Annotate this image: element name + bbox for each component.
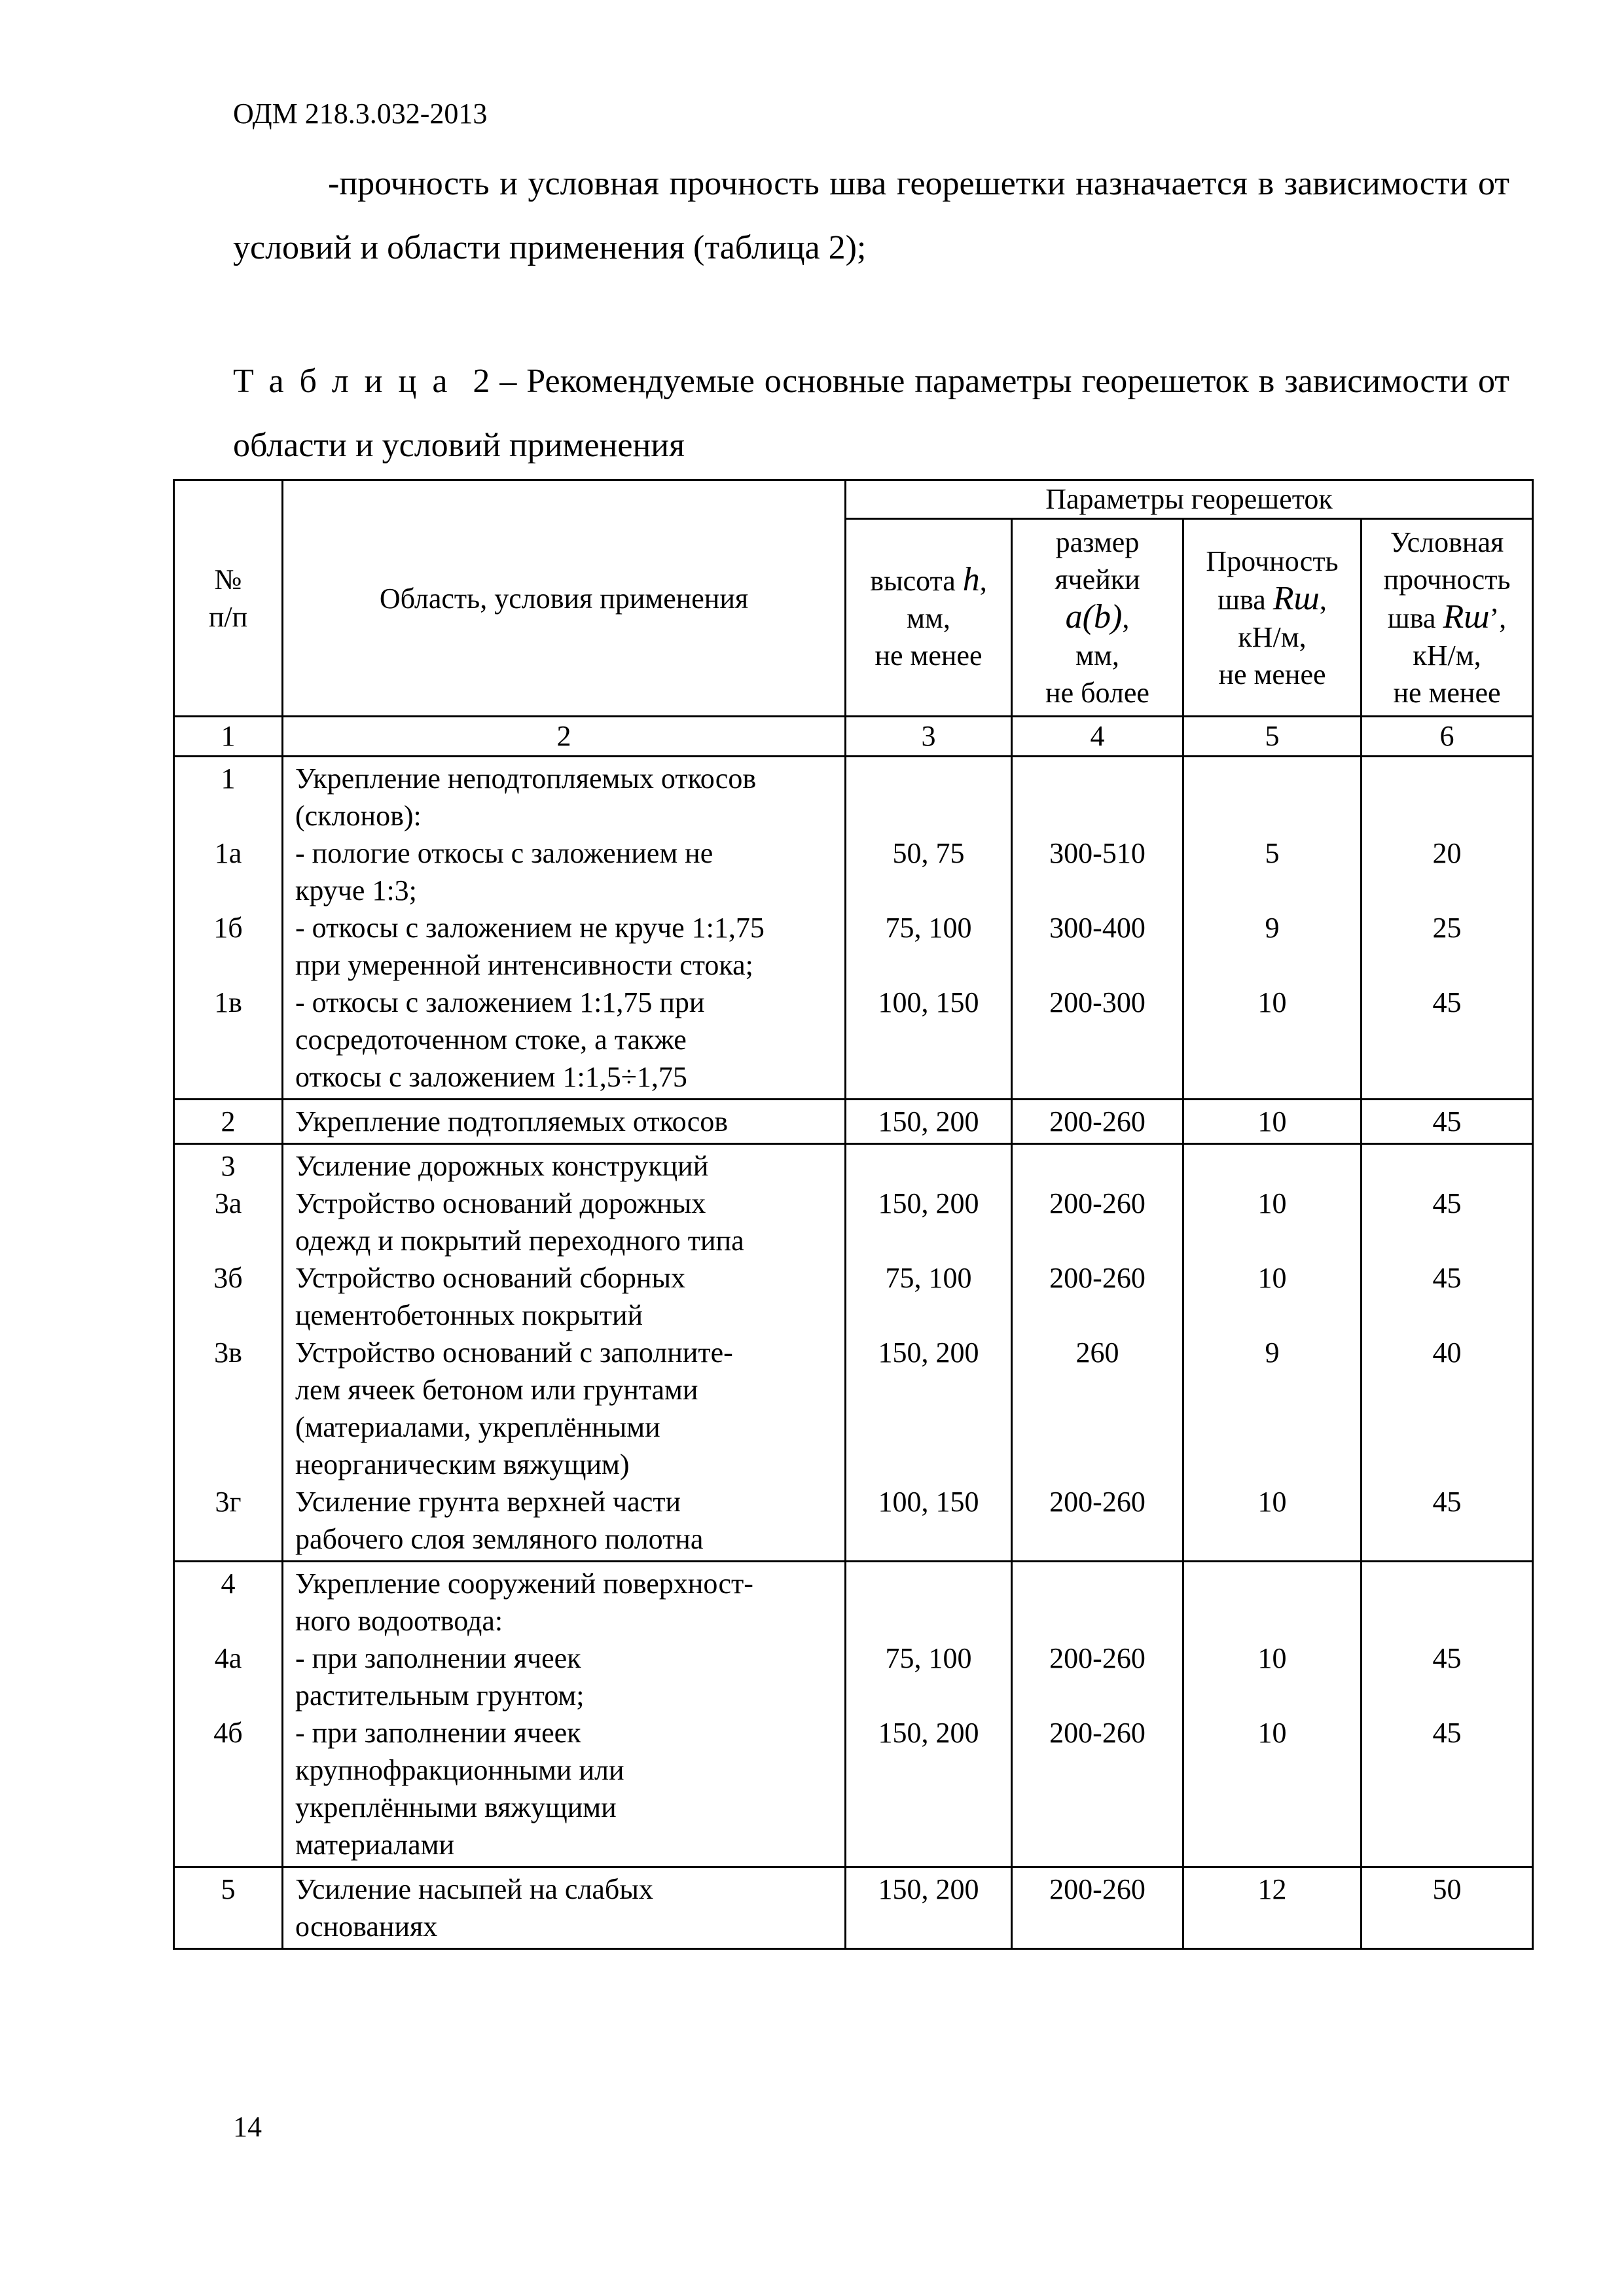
row-number: [179, 1058, 278, 1096]
cond-strength-value: [1366, 1677, 1528, 1714]
application-area: основаниях: [295, 1910, 438, 1943]
height-value: 150, 200: [878, 1187, 979, 1219]
row-number-cell: [174, 1867, 283, 1949]
table-row: [174, 1867, 1533, 1949]
row-number: 3а: [214, 1187, 242, 1219]
header-cell-size-line: ячейки: [1055, 564, 1140, 596]
header-cell-size-line: не более: [1045, 677, 1149, 709]
header-strength-pre: шва: [1218, 583, 1266, 616]
cell-size-value: [1017, 872, 1178, 909]
height-value: 75, 100: [885, 912, 972, 944]
strength-value: [1188, 797, 1356, 834]
cell-size-value: [1017, 1789, 1178, 1826]
strength-value: 5: [1265, 837, 1280, 869]
strength-value-cell: [1183, 1100, 1362, 1144]
application-area: лем ячеек бетоном или грунтами: [295, 1374, 698, 1406]
application-area: неорганическим вяжущим): [295, 1448, 630, 1480]
header-cell-size-line: размер: [1055, 526, 1140, 558]
row-number: 1б: [213, 912, 243, 944]
height-value: [850, 1789, 1007, 1826]
strength-value: [1188, 1021, 1356, 1058]
cond-strength-value-cell: [1362, 1144, 1533, 1562]
row-number: 4: [221, 1568, 236, 1600]
height-value: 75, 100: [885, 1262, 972, 1294]
cond-strength-value: [1366, 1408, 1528, 1446]
cell-size-value: 300-400: [1049, 912, 1146, 944]
strength-value: [1188, 1826, 1356, 1863]
row-number: 3б: [213, 1262, 243, 1294]
table-caption-label: Таблица: [233, 363, 463, 400]
cell-size-value-cell: [1012, 757, 1183, 1100]
table-row: [174, 1144, 1533, 1562]
header-cond-strength-post: ’,: [1489, 602, 1507, 634]
strength-value: [1188, 946, 1356, 984]
row-number: 4б: [213, 1717, 243, 1749]
cond-strength-value: 50: [1432, 1873, 1462, 1905]
header-height-pre: высота: [870, 565, 956, 597]
cell-size-value: [1017, 1371, 1178, 1408]
application-area: Укрепление неподтопляемых откосов: [295, 762, 757, 795]
header-num-line: п/п: [208, 601, 248, 633]
cond-strength-value: [1366, 1908, 1528, 1945]
cell-size-value: [1017, 1408, 1178, 1446]
cell-size-value: [1017, 1826, 1178, 1863]
table-caption-text: 2 – Рекомендуемые основные параметры георешеток в зависимости от области и условий применения: [233, 363, 1510, 464]
header-num: [174, 480, 283, 717]
strength-value: [1188, 1408, 1356, 1446]
height-value: [850, 1751, 1007, 1789]
strength-value-cell: [1183, 1144, 1362, 1562]
row-number: [179, 1297, 278, 1334]
cond-strength-value: [1366, 1602, 1528, 1640]
strength-value-cell: [1183, 1867, 1362, 1949]
application-area-cell: [283, 1144, 846, 1562]
cell-size-value: [1017, 1677, 1178, 1714]
row-number: 1а: [214, 837, 242, 869]
strength-value: 10: [1257, 1105, 1287, 1138]
strength-value: 10: [1257, 1642, 1287, 1674]
application-area: круче 1:3;: [295, 874, 417, 906]
column-number: 6: [1362, 717, 1533, 757]
row-number: 4а: [214, 1642, 242, 1674]
cell-size-value: 300-510: [1049, 837, 1146, 869]
header-strength: [1183, 519, 1362, 717]
strength-value: 9: [1265, 912, 1280, 944]
column-numbers-row: [174, 717, 1533, 757]
row-number: 3в: [214, 1336, 242, 1369]
cond-strength-value-cell: [1362, 1100, 1533, 1144]
strength-value: [1188, 1908, 1356, 1945]
cond-strength-value: 45: [1432, 1262, 1462, 1294]
strength-value: 10: [1257, 1486, 1287, 1518]
cond-strength-value: [1366, 1826, 1528, 1863]
strength-value: 10: [1257, 1262, 1287, 1294]
cell-size-value: [1017, 1222, 1178, 1259]
row-number: [179, 1677, 278, 1714]
height-value-cell: [846, 1867, 1012, 1949]
header-cond-strength-line: Условная: [1390, 526, 1504, 558]
cell-size-value-cell: [1012, 1562, 1183, 1867]
header-cell-size-post: ,: [1122, 602, 1130, 634]
application-area: - откосы с заложением 1:1,75 при: [295, 986, 705, 1018]
cell-size-value: [1017, 1297, 1178, 1334]
cond-strength-value: 45: [1432, 1105, 1462, 1138]
application-area: - при заполнении ячеек: [295, 1717, 581, 1749]
cond-strength-value: 45: [1432, 1187, 1462, 1219]
cell-size-value: [1017, 1446, 1178, 1483]
strength-symbol: Rш: [1272, 579, 1320, 617]
cond-strength-value: [1366, 1789, 1528, 1826]
height-value: [850, 797, 1007, 834]
header-height-line: мм,: [907, 602, 950, 634]
row-number: [179, 1520, 278, 1558]
cell-size-value-cell: [1012, 1144, 1183, 1562]
cell-size-value: 260: [1075, 1336, 1119, 1369]
header-cond-strength-line: кН/м,: [1413, 639, 1481, 672]
cell-size-value: 200-260: [1049, 1105, 1146, 1138]
application-area-cell: [283, 757, 846, 1100]
header-strength-line: Прочность: [1206, 545, 1339, 577]
cell-size-value-cell: [1012, 1100, 1183, 1144]
intro-paragraph: -прочность и условная прочность шва георешетки назначается в зависимости от условий и области применения (таблица 2);: [233, 165, 1509, 266]
cond-strength-symbol: Rш: [1443, 598, 1490, 636]
strength-value: [1188, 1297, 1356, 1334]
cond-strength-value: 45: [1432, 1642, 1462, 1674]
strength-value: 10: [1257, 1717, 1287, 1749]
cond-strength-value-cell: [1362, 1562, 1533, 1867]
row-number: [179, 797, 278, 834]
application-area: откосы с заложением 1:1,5÷1,75: [295, 1061, 687, 1093]
cond-strength-value: [1366, 1751, 1528, 1789]
row-number: [179, 1602, 278, 1640]
strength-value: [1188, 1222, 1356, 1259]
strength-value: [1188, 872, 1356, 909]
cell-size-value: [1017, 1147, 1178, 1185]
row-number-cell: [174, 1144, 283, 1562]
row-number: [179, 1908, 278, 1945]
header-cond-strength-line: не менее: [1393, 677, 1501, 709]
column-number: 5: [1183, 717, 1362, 757]
row-number: [179, 1222, 278, 1259]
cond-strength-value: 40: [1432, 1336, 1462, 1369]
cond-strength-value: 45: [1432, 986, 1462, 1018]
cell-size-value: [1017, 1908, 1178, 1945]
header-cell-size: [1012, 519, 1183, 717]
cell-size-value: [1017, 797, 1178, 834]
height-value-cell: [846, 1562, 1012, 1867]
height-value: [850, 1371, 1007, 1408]
height-value: 100, 150: [878, 986, 979, 1018]
height-value: 150, 200: [878, 1105, 979, 1138]
application-area: Усиление дорожных конструкций: [295, 1150, 709, 1182]
strength-value: [1188, 1789, 1356, 1826]
column-number: 2: [283, 717, 846, 757]
header-cond-strength-line: [1365, 598, 1529, 637]
strength-value: 12: [1257, 1873, 1287, 1905]
height-value: [850, 1147, 1007, 1185]
application-area: (склонов):: [295, 800, 422, 832]
header-strength-line: не менее: [1218, 658, 1326, 691]
application-area: одежд и покрытий переходного типа: [295, 1225, 744, 1257]
header-cond-strength: [1362, 519, 1533, 717]
height-value-cell: [846, 757, 1012, 1100]
cell-size-value: [1017, 1520, 1178, 1558]
height-value: [850, 1677, 1007, 1714]
cond-strength-value: [1366, 1147, 1528, 1185]
height-value: [850, 1408, 1007, 1446]
row-number: [179, 1751, 278, 1789]
application-area: материалами: [295, 1829, 455, 1861]
table-caption: [233, 350, 1509, 478]
cond-strength-value: [1366, 1565, 1528, 1602]
application-area: рабочего слоя земляного полотна: [295, 1523, 704, 1555]
strength-value-cell: [1183, 757, 1362, 1100]
height-value: [850, 946, 1007, 984]
application-area: (материалами, укреплёнными: [295, 1411, 660, 1443]
height-value: [850, 1222, 1007, 1259]
height-value: [850, 760, 1007, 797]
cell-size-value: [1017, 1602, 1178, 1640]
height-value: [850, 1908, 1007, 1945]
cell-size-value: [1017, 1565, 1178, 1602]
row-number: [179, 1021, 278, 1058]
header-cell-size-line: мм,: [1075, 639, 1119, 672]
cell-size-value: [1017, 760, 1178, 797]
cond-strength-value: [1366, 872, 1528, 909]
row-number: 2: [221, 1105, 236, 1138]
cell-size-value: [1017, 946, 1178, 984]
application-area: сосредоточенном стоке, а также: [295, 1024, 687, 1056]
row-number: [179, 1408, 278, 1446]
header-height-post: ,: [979, 565, 987, 597]
strength-value: 10: [1257, 1187, 1287, 1219]
height-value: [850, 1297, 1007, 1334]
header-num-line: №: [214, 564, 242, 596]
table-row: [174, 757, 1533, 1100]
row-number: 1: [221, 762, 236, 795]
cond-strength-value: 25: [1432, 912, 1462, 944]
cell-size-value: [1017, 1021, 1178, 1058]
application-area: цементобетонных покрытий: [295, 1299, 643, 1331]
row-number: 1в: [214, 986, 242, 1018]
row-number: 3: [221, 1150, 236, 1182]
application-area: при умеренной интенсивности стока;: [295, 949, 753, 981]
table-body: [174, 757, 1533, 1949]
page-number: 14: [233, 2111, 262, 2143]
application-area-cell: [283, 1100, 846, 1144]
cell-size-value: 200-260: [1049, 1717, 1146, 1749]
cond-strength-value: [1366, 1446, 1528, 1483]
height-value: [850, 1058, 1007, 1096]
header-strength-line: [1187, 580, 1358, 619]
cond-strength-value: [1366, 1058, 1528, 1096]
cell-size-symbol: a(b): [1065, 598, 1123, 636]
strength-value: [1188, 1147, 1356, 1185]
application-area: - пологие откосы с заложением не: [295, 837, 713, 869]
strength-value: [1188, 1058, 1356, 1096]
header-cond-strength-pre: шва: [1387, 602, 1436, 634]
height-value: [850, 1602, 1007, 1640]
height-value: 150, 200: [878, 1873, 979, 1905]
application-area: укреплёнными вяжущими: [295, 1791, 617, 1823]
cond-strength-value-cell: [1362, 757, 1533, 1100]
cell-size-value-cell: [1012, 1867, 1183, 1949]
header-cell-size-line: [1015, 598, 1180, 637]
cell-size-value: 200-260: [1049, 1187, 1146, 1219]
row-number: [179, 1826, 278, 1863]
strength-value: [1188, 1446, 1356, 1483]
height-symbol: h: [962, 561, 980, 598]
height-value: 150, 200: [878, 1717, 979, 1749]
strength-value: [1188, 760, 1356, 797]
header-height-line: не менее: [875, 639, 983, 672]
cond-strength-value: 45: [1432, 1486, 1462, 1518]
cond-strength-value: [1366, 1297, 1528, 1334]
application-area: Укрепление сооружений поверхност-: [295, 1568, 753, 1600]
strength-value: 10: [1257, 986, 1287, 1018]
column-number: 4: [1012, 717, 1183, 757]
application-area: Усиление насыпей на слабых: [295, 1873, 653, 1905]
strength-value: [1188, 1751, 1356, 1789]
height-value: [850, 1565, 1007, 1602]
height-value: [850, 1021, 1007, 1058]
cond-strength-value: [1366, 1222, 1528, 1259]
row-number: [179, 1446, 278, 1483]
application-area: Укрепление подтопляемых откосов: [295, 1105, 729, 1138]
height-value: [850, 872, 1007, 909]
cond-strength-value: 20: [1432, 837, 1462, 869]
header-area: Область, условия применения: [283, 480, 846, 717]
strength-value-cell: [1183, 1562, 1362, 1867]
header-strength-post: ,: [1319, 583, 1327, 616]
table-row: [174, 1562, 1533, 1867]
cond-strength-value: [1366, 760, 1528, 797]
application-area: - откосы с заложением не круче 1:1,75: [295, 912, 765, 944]
row-number-cell: [174, 1100, 283, 1144]
header-height-line: [849, 561, 1008, 600]
cond-strength-value: [1366, 1520, 1528, 1558]
geogrid-parameters-table: [173, 479, 1534, 1950]
application-area: Устройство оснований дорожных: [295, 1187, 706, 1219]
strength-value: [1188, 1520, 1356, 1558]
application-area: крупнофракционными или: [295, 1754, 624, 1786]
height-value: [850, 1446, 1007, 1483]
row-number: 5: [221, 1873, 236, 1905]
row-number: 3г: [215, 1486, 242, 1518]
header-params-group: Параметры георешеток: [846, 480, 1533, 519]
height-value: 150, 200: [878, 1336, 979, 1369]
height-value: 75, 100: [885, 1642, 972, 1674]
row-number-cell: [174, 757, 283, 1100]
column-number: 3: [846, 717, 1012, 757]
application-area-cell: [283, 1867, 846, 1949]
height-value: 50, 75: [892, 837, 965, 869]
application-area: - при заполнении ячеек: [295, 1642, 581, 1674]
cell-size-value: 200-260: [1049, 1262, 1146, 1294]
cond-strength-value-cell: [1362, 1867, 1533, 1949]
application-area: Устройство оснований с заполните-: [295, 1336, 733, 1369]
header-strength-line: кН/м,: [1238, 620, 1307, 653]
height-value-cell: [846, 1100, 1012, 1144]
row-number-cell: [174, 1562, 283, 1867]
cond-strength-value: [1366, 797, 1528, 834]
application-area: Усиление грунта верхней части: [295, 1486, 681, 1518]
cell-size-value: [1017, 1058, 1178, 1096]
table-row: [174, 1100, 1533, 1144]
strength-value: [1188, 1565, 1356, 1602]
application-area-cell: [283, 1562, 846, 1867]
strength-value: 9: [1265, 1336, 1280, 1369]
height-value: [850, 1826, 1007, 1863]
cell-size-value: 200-260: [1049, 1642, 1146, 1674]
height-value: 100, 150: [878, 1486, 979, 1518]
header-cond-strength-line: прочность: [1383, 564, 1511, 596]
strength-value: [1188, 1677, 1356, 1714]
cell-size-value: 200-300: [1049, 986, 1146, 1018]
row-number: [179, 1371, 278, 1408]
application-area: Устройство оснований сборных: [295, 1262, 686, 1294]
cond-strength-value: [1366, 1371, 1528, 1408]
cond-strength-value: 45: [1432, 1717, 1462, 1749]
cond-strength-value: [1366, 1021, 1528, 1058]
application-area: растительным грунтом;: [295, 1679, 585, 1712]
row-number: [179, 872, 278, 909]
cell-size-value: 200-260: [1049, 1873, 1146, 1905]
height-value-cell: [846, 1144, 1012, 1562]
height-value: [850, 1520, 1007, 1558]
cond-strength-value: [1366, 946, 1528, 984]
application-area: ного водоотвода:: [295, 1605, 503, 1637]
column-number: 1: [174, 717, 283, 757]
header-height: [846, 519, 1012, 717]
cell-size-value: 200-260: [1049, 1486, 1146, 1518]
strength-value: [1188, 1602, 1356, 1640]
cell-size-value: [1017, 1751, 1178, 1789]
header-row-1: [174, 480, 1533, 519]
row-number: [179, 946, 278, 984]
document-code: ОДМ 218.3.032-2013: [233, 98, 488, 130]
strength-value: [1188, 1371, 1356, 1408]
row-number: [179, 1789, 278, 1826]
